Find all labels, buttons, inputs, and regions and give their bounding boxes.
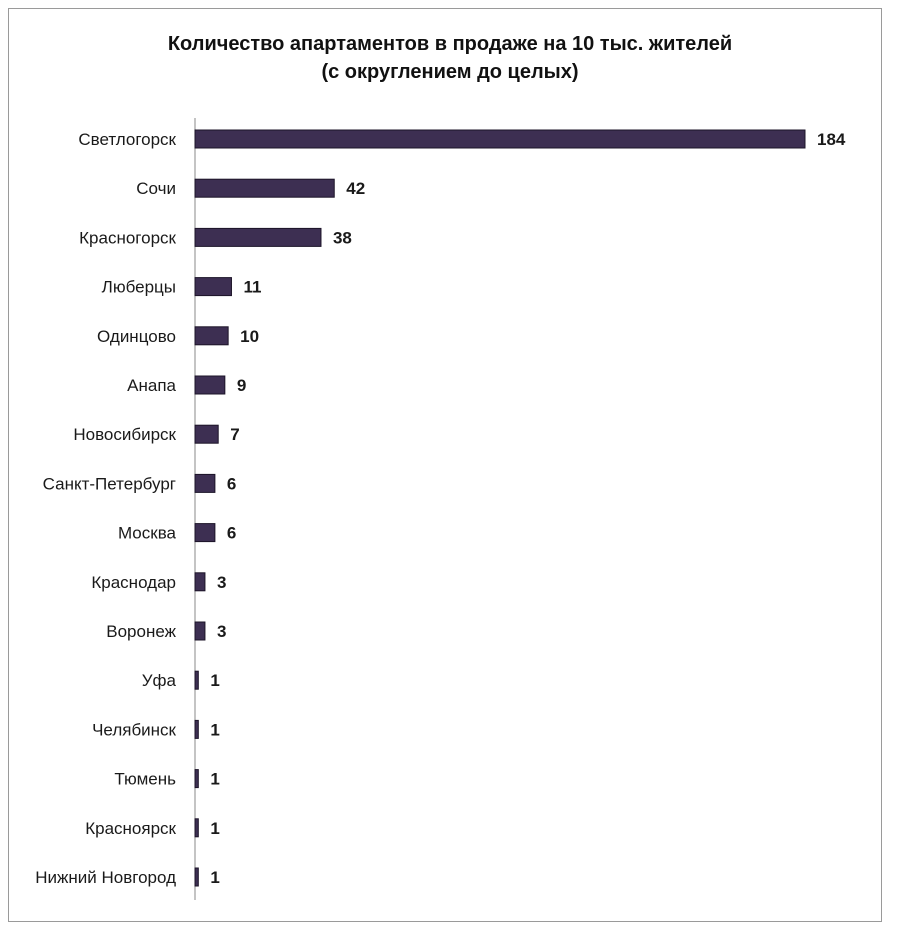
category-label: Новосибирск bbox=[73, 425, 176, 445]
bars-group bbox=[195, 130, 805, 886]
bar bbox=[195, 524, 215, 542]
value-label: 1 bbox=[210, 769, 220, 789]
value-label: 9 bbox=[236, 376, 247, 395]
category-label: Тюмень bbox=[114, 769, 176, 789]
value-label: 6 bbox=[226, 523, 237, 543]
bar bbox=[195, 720, 198, 738]
category-label: Светлогорск bbox=[78, 130, 176, 149]
category-label: Воронеж bbox=[106, 622, 176, 641]
value-label: 1 bbox=[210, 720, 220, 740]
bar bbox=[195, 868, 198, 886]
value-label: 1 bbox=[210, 818, 220, 838]
value-label: 3 bbox=[216, 572, 227, 592]
bar bbox=[195, 622, 205, 640]
bar bbox=[195, 474, 215, 492]
chart-title: Количество апартаментов в продаже на 10 тыс. жителей bbox=[167, 33, 733, 55]
value-label: 184 bbox=[817, 130, 846, 149]
bar bbox=[195, 278, 231, 296]
value-label: 11 bbox=[243, 277, 262, 297]
bar bbox=[195, 573, 205, 591]
category-label: Краснодар bbox=[91, 572, 176, 592]
category-label: Санкт-Петербург bbox=[42, 474, 176, 494]
category-label: Сочи bbox=[136, 179, 176, 199]
category-label: Челябинск bbox=[92, 720, 176, 740]
bar bbox=[195, 179, 334, 197]
category-labels-group bbox=[35, 130, 176, 887]
bar bbox=[195, 327, 228, 345]
value-label: 1 bbox=[210, 868, 220, 887]
bar bbox=[195, 819, 198, 837]
category-label: Уфа bbox=[141, 671, 176, 691]
category-label: Красноярск bbox=[85, 818, 176, 838]
chart-subtitle: (с округлением до целых) bbox=[321, 61, 579, 83]
value-label: 6 bbox=[226, 474, 237, 494]
category-label: Нижний Новгород bbox=[35, 868, 176, 887]
value-label: 38 bbox=[332, 228, 352, 248]
category-label: Одинцово bbox=[97, 326, 176, 346]
value-label: 3 bbox=[216, 622, 227, 641]
category-label: Люберцы bbox=[101, 277, 176, 297]
value-label: 1 bbox=[210, 671, 220, 691]
value-label: 7 bbox=[230, 425, 240, 445]
bar bbox=[195, 770, 198, 788]
category-label: Красногорск bbox=[79, 228, 176, 248]
category-label: Анапа bbox=[127, 376, 176, 395]
bar bbox=[195, 425, 218, 443]
bar bbox=[195, 376, 225, 394]
value-label: 10 bbox=[240, 326, 260, 346]
bar bbox=[195, 228, 321, 246]
category-label: Москва bbox=[117, 523, 176, 543]
bar bbox=[195, 130, 805, 148]
bar bbox=[195, 671, 198, 689]
value-label: 42 bbox=[346, 179, 366, 199]
